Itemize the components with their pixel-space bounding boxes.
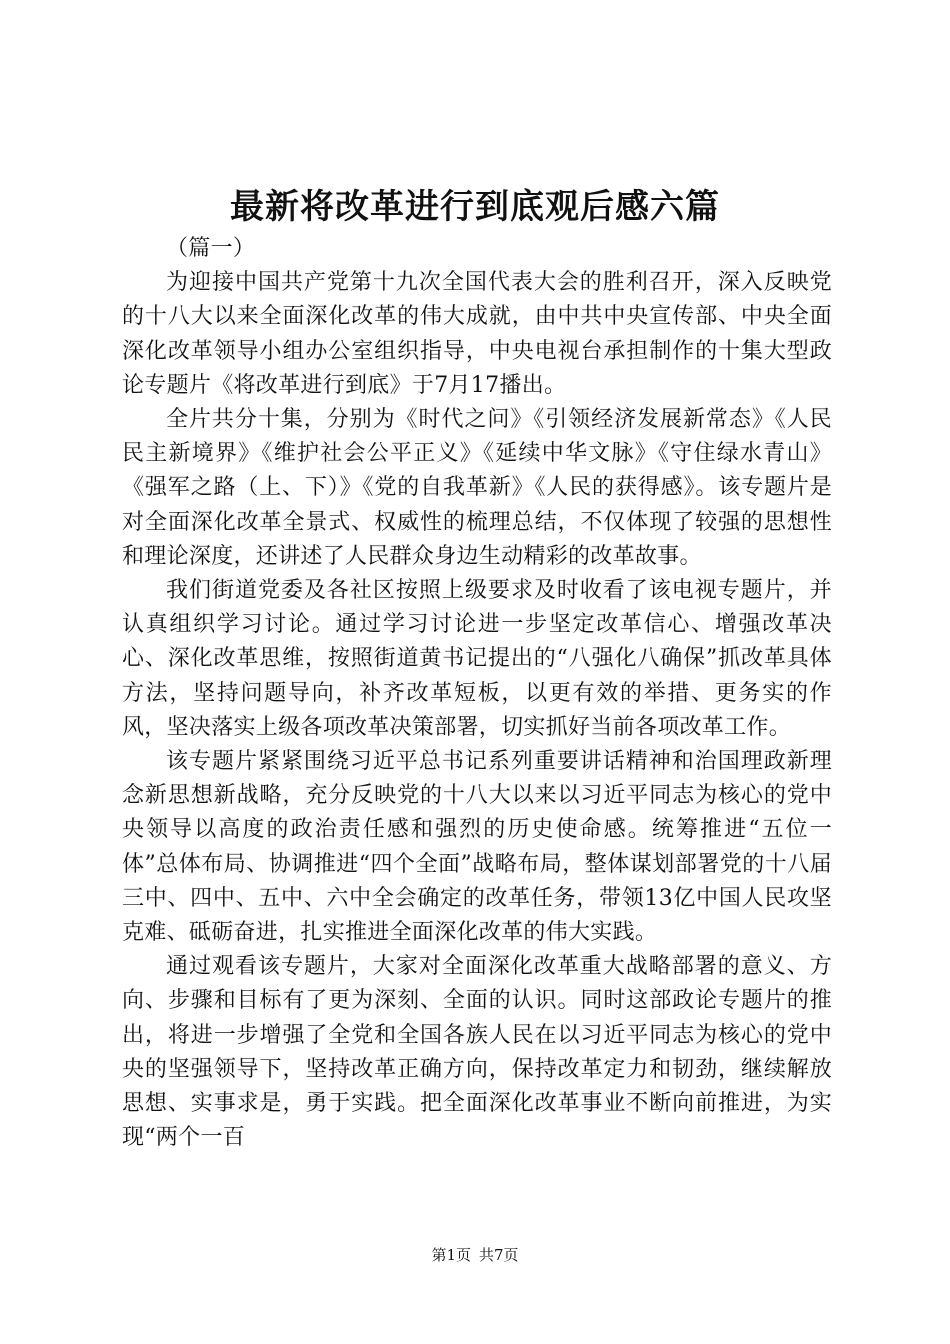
- section-heading: （篇一）: [166, 236, 256, 261]
- page-footer: [0, 1245, 950, 1265]
- paragraph-3: 我们街道党委及各社区按照上级要求及时收看了该电视专题片，并认真组织学习讨论。通过学习讨论进一步坚定改革信心、增强改革决心、深化改革思维，按照街道黄书记提出的“八强化八确保”抓改革具体方法，坚持问题导向，补齐改革短板，以更有效的举措、更务实的作风，坚决落实上级各项改革决策部署，切实抓好当前各项改革工作。: [122, 578, 832, 740]
- document-body: [122, 232, 832, 1155]
- document-title: 最新将改革进行到底观后感六篇: [230, 187, 720, 227]
- paragraph-4: 该专题片紧紧围绕习近平总书记系列重要讲话精神和治国理政新理念新思想新战略，充分反映党的十八大以来以习近平同志为核心的党中央领导以高度的政治责任感和强烈的历史使命感。统筹推进“五位一体”总体布局、协调推进“四个全面”战略布局，整体谋划部署党的十八届三中、四中、五中、六中全会确定的改革任务，带领13亿中国人民攻坚克难、砥砺奋进，扎实推进全面深化改革的伟大实践。: [122, 749, 832, 946]
- paragraph-2: 全片共分十集，分别为《时代之问》《引领经济发展新常态》《人民民主新境界》《维护社会公平正义》《延续中华文脉》《守住绿水青山》《强军之路（上、下）》《党的自我革新》《人民的获得感》。该专题片是对全面深化改革全景式、权威性的梳理总结，不仅体现了较强的思想性和理论深度，还讲述了人民群众身边生动精彩的改革故事。: [122, 407, 832, 569]
- page-total: 共7页: [479, 1246, 519, 1264]
- paragraph-5: 通过观看该专题片，大家对全面深化改革重大战略部署的意义、方向、步骤和目标有了更为深刻、全面的认识。同时这部政论专题片的推出，将进一步增强了全党和全国各族人民在以习近平同志为核心的党中央的坚强领导下，坚持改革正确方向，保持改革定力和韧劲，继续解放思想、实事求是，勇于实践。把全面深化改革事业不断向前推进，为实现“两个一百: [122, 954, 832, 1151]
- page-number: 第1页: [431, 1246, 471, 1264]
- paragraph-1: 为迎接中国共产党第十九次全国代表大会的胜利召开，深入反映党的十八大以来全面深化改革的伟大成就，由中共中央宣传部、中央全面深化改革领导小组办公室组织指导，中央电视台承担制作的十集大型政论专题片《将改革进行到底》于7月17播出。: [122, 270, 832, 398]
